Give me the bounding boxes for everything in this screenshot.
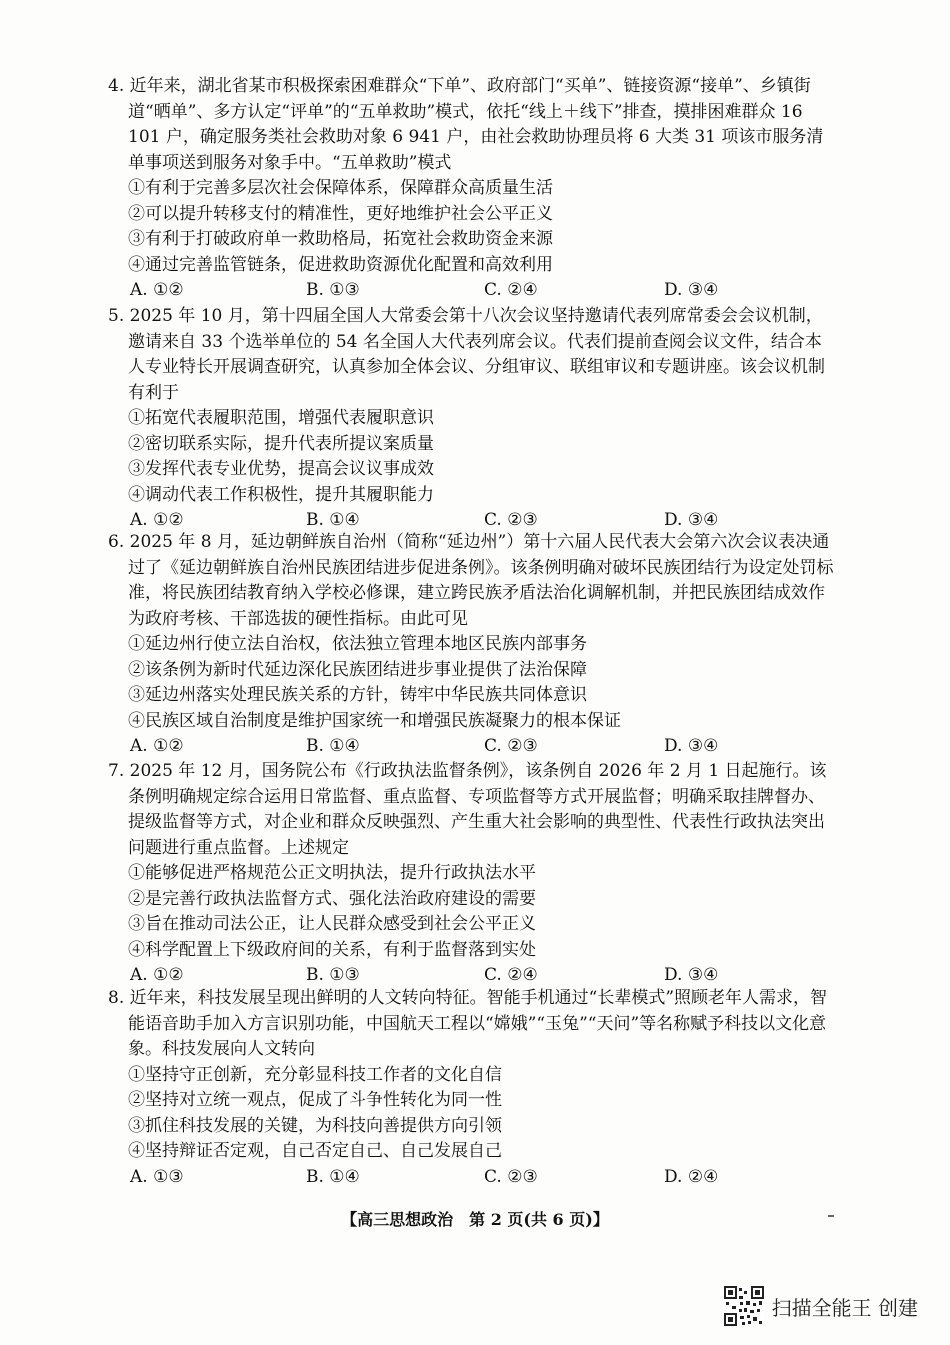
option-1: ①有利于完善多层次社会保障体系，保障群众高质量生活: [128, 178, 553, 198]
choice-a: A. ①②: [130, 736, 184, 756]
choice-d: D. ③④: [664, 280, 719, 300]
option-4: ④民族区域自治制度是维护国家统一和增强民族凝聚力的根本保证: [128, 710, 621, 731]
answer-choices: [108, 1165, 838, 1191]
scan-mark: [828, 1215, 834, 1217]
choice-c: C. ②③: [484, 1166, 538, 1187]
choice-d: D. ③④: [664, 736, 719, 756]
option-1: ①坚持守正创新，充分彰显科技工作者的文化自信: [128, 1064, 502, 1085]
option-2: ②是完善行政执法监督方式、强化法治政府建设的需要: [128, 888, 536, 909]
choice-a: A. ①②: [130, 965, 184, 985]
choice-a: A. ①③: [130, 1166, 184, 1187]
option-3: ③发挥代表专业优势，提高会议议事成效: [128, 459, 434, 479]
option-2: ②可以提升转移支付的精准性，更好地维护社会公平正义: [128, 203, 553, 224]
option-3: ③抓住科技发展的关键，为科技向善提供方向引领: [128, 1115, 502, 1136]
scanner-watermark: [724, 1286, 918, 1326]
choice-b: B. ①③: [306, 280, 360, 300]
option-3: ③有利于打破政府单一救助格局，拓宽社会救助资金来源: [128, 229, 553, 249]
question-4: [108, 74, 838, 304]
question-stem: 5. 2025 年 10 月，第十四届全国人大常委会第十八次会议坚持邀请代表列席常委会会议机制，邀请来自 33 个选举单位的 54 名全国人大代表列席会议。代表们提前查阅会议文件，结合本人专业特长开展调查研究，认真参加全体会议、分组审议、联组审议和专题讲座。该会议机制有利于: [108, 306, 825, 403]
option-2: ②坚持对立统一观点，促成了斗争性转化为同一性: [128, 1090, 502, 1110]
option-2: ②该条例为新时代延边深化民族团结进步事业提供了法治保障: [128, 659, 587, 680]
option-1: ①延边州行使立法自治权，依法独立管理本地区民族内部事务: [128, 634, 587, 654]
question-8: [108, 986, 838, 1190]
answer-choices: [108, 278, 838, 304]
watermark-text: 扫描全能王 创建: [771, 1295, 918, 1320]
question-7: [108, 759, 838, 989]
question-stem: 4. 近年来，湖北省某市积极探索困难群众“下单”、政府部门“买单”、链接资源“接单”、乡镇街道“晒单”、多方认定“评单”的“五单救助”模式，依托“线上＋线下”排查，摸排困难群众 16 101 户，确定服务类社会救助对象 6 941 户，由社会救助协理员将 6 大类 31 项该市服务清单事项送到服务对象手中。“五单救助”模式: [108, 76, 824, 173]
choice-c: C. ②③: [484, 736, 538, 756]
choice-b: B. ①④: [306, 736, 360, 756]
question-stem: 7. 2025 年 12 月，国务院公布《行政执法监督条例》，该条例自 2026 年 2 月 1 日起施行。该条例明确规定综合运用日常监督、重点监督、专项监督等方式开展监督；明确采取挂牌督办、提级监督等方式，对企业和群众反映强烈、产生重大社会影响的典型性、代表性行政执法突出问题进行重点监督。上述规定: [108, 761, 827, 858]
choice-a: A. ①②: [130, 510, 184, 530]
choice-c: C. ②③: [484, 510, 538, 530]
question-stem: 8. 近年来，科技发展呈现出鲜明的人文转向特征。智能手机通过“长辈模式”照顾老年人需求，智能语音助手加入方言识别功能，中国航天工程以“嫦娥”“玉兔”“天问”等名称赋予科技以文化意象。科技发展向人文转向: [108, 988, 828, 1059]
option-1: ①能够促进严格规范公正文明执法，提升行政执法水平: [128, 863, 536, 883]
choice-b: B. ①④: [306, 1166, 360, 1187]
choice-d: D. ③④: [664, 965, 719, 985]
option-4: ④坚持辩证否定观，自己否定自己、自己发展自己: [128, 1141, 502, 1161]
choice-c: C. ②④: [484, 965, 538, 985]
option-3: ③延边州落实处理民族关系的方针，铸牢中华民族共同体意识: [128, 685, 587, 705]
question-stem: 6. 2025 年 8 月，延边朝鲜族自治州（简称“延边州”）第十六届人民代表大会第六次会议表决通过了《延边朝鲜族自治州民族团结进步促进条例》。该条例明确对破坏民族团结行为设定处罚标准，将民族团结教育纳入学校必修课，建立跨民族矛盾法治化调解机制，并把民族团结成效作为政府考核、干部选拔的硬性指标。由此可见: [108, 532, 834, 629]
choice-c: C. ②④: [484, 280, 538, 300]
option-4: ④调动代表工作积极性，提升其履职能力: [128, 484, 434, 505]
choice-d: D. ③④: [664, 510, 719, 530]
question-6: [108, 530, 838, 760]
choice-a: A. ①②: [130, 280, 184, 300]
question-5: [108, 304, 838, 534]
option-2: ②密切联系实际，提升代表所提议案质量: [128, 433, 434, 454]
answer-choices: [108, 963, 838, 989]
answer-choices: [108, 734, 838, 760]
choice-b: B. ①③: [306, 965, 360, 985]
page-footer: 【高三思想政治 第 2 页(共 6 页)】: [341, 1210, 609, 1229]
choice-d: D. ②④: [664, 1166, 719, 1187]
qr-code-icon: [724, 1286, 764, 1326]
option-1: ①拓宽代表履职范围，增强代表履职意识: [128, 408, 434, 428]
option-3: ③旨在推动司法公正，让人民群众感受到社会公平正义: [128, 914, 536, 934]
option-4: ④通过完善监管链条，促进救助资源优化配置和高效利用: [128, 254, 553, 275]
choice-b: B. ①④: [306, 510, 360, 530]
option-4: ④科学配置上下级政府间的关系，有利于监督落到实处: [128, 939, 536, 960]
